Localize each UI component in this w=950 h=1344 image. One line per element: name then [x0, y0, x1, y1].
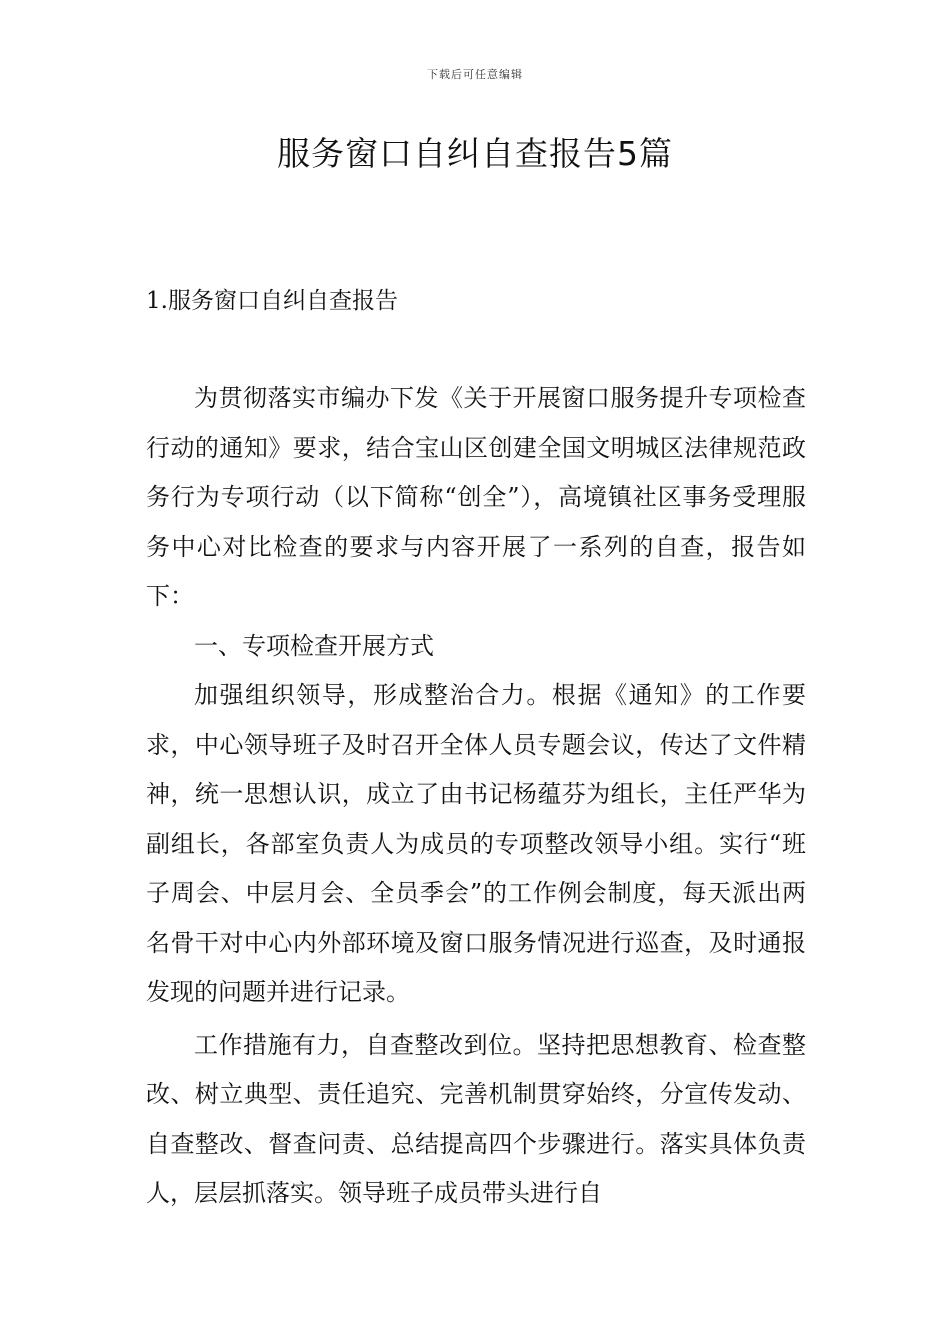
paragraph-intro: 为贯彻落实市编办下发《关于开展窗口服务提升专项检查行动的通知》要求，结合宝山区创建全国文明城区法律规范政务行为专项行动（以下简称“创全”），高境镇社区事务受理服务中心对比检查的要求与内容开展了一系列的自查，报告如下： [146, 384, 806, 610]
paragraph-subheading: 一、专项检查开展方式 [194, 631, 434, 660]
document-title: 服务窗口自纠自查报告5篇 [277, 134, 673, 173]
section-heading: 1.服务窗口自纠自查报告 [146, 288, 398, 314]
paragraph-measures: 工作措施有力，自查整改到位。坚持把思想教育、检查整改、树立典型、责任追究、完善机制贯穿始终，分宣传发动、自查整改、督查问责、总结提高四个步骤进行。落实具体负责人，层层抓落实。领导班子成员带头进行自 [146, 1030, 806, 1207]
paragraph-organization: 加强组织领导，形成整治合力。根据《通知》的工作要求，中心领导班子及时召开全体人员专题会议，传达了文件精神，统一思想认识，成立了由书记杨蕴芬为组长，主任严华为副组长，各部室负责人为成员的专项整改领导小组。实行“班子周会、中层月会、全员季会”的工作例会制度，每天派出两名骨干对中心内外部环境及窗口服务情况进行巡查，及时通报发现的问题并进行记录。 [146, 681, 806, 1006]
header-note: 下载后可任意编辑 [427, 68, 523, 81]
document-body [146, 374, 806, 1219]
